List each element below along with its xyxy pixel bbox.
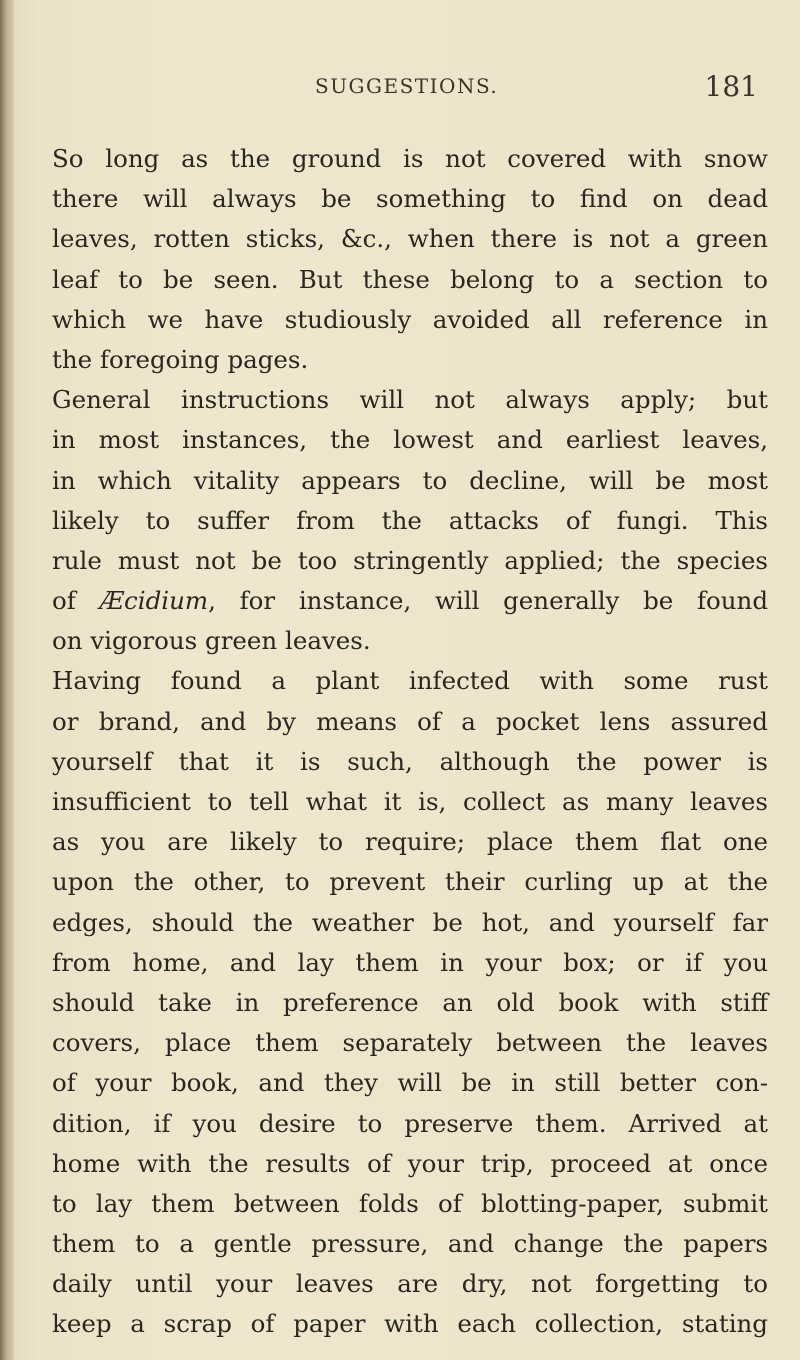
text-line: leaves, rotten sticks, &c., when there is not a green: [52, 224, 768, 254]
text-line: dition, if you desire to preserve them. Arrived at: [52, 1108, 768, 1138]
text-line: in which vitality appears to decline, will be most: [52, 465, 768, 495]
text-line-aecidium: of Æcidium, for instance, will generally be found: [52, 586, 769, 616]
text-line: there will always be something to find on dead: [52, 184, 768, 214]
text-line: of your book, and they will be in still better con-: [52, 1068, 768, 1098]
text-line: leaf to be seen. But these belong to a section to: [52, 264, 768, 294]
body-text: [52, 139, 768, 1345]
text-line: upon the other, to prevent their curling up at the: [52, 867, 768, 897]
text-line: the foregoing pages.: [52, 344, 309, 374]
text-line: which we have studiously avoided all reference in: [52, 304, 768, 334]
text-line: keep a scrap of paper with each collection, stating: [52, 1309, 768, 1339]
text-line: as you are likely to require; place them flat one: [52, 827, 768, 857]
text-line: covers, place them separately between the leaves: [52, 1028, 768, 1058]
text-line: rule must not be too stringently applied; the species: [52, 545, 768, 575]
paragraph-start-line: Having found a plant infected with some rust: [52, 666, 768, 696]
running-head: SUGGESTIONS.: [315, 74, 499, 98]
text-line: yourself that it is such, although the power is: [52, 746, 768, 776]
text-line: likely to suffer from the attacks of fungi. This: [52, 505, 768, 535]
text-line: them to a gentle pressure, and change the papers: [52, 1229, 768, 1259]
text-line: insufficient to tell what it is, collect as many leaves: [52, 787, 768, 816]
paragraph-start-line: General instructions will not always apply; but: [52, 385, 768, 415]
text-line: on vigorous green leaves.: [52, 626, 371, 656]
text-line: home with the results of your trip, proceed at once: [52, 1148, 768, 1178]
page-number: 181: [704, 70, 758, 103]
text-line: daily until your leaves are dry, not forgetting to: [52, 1269, 768, 1299]
page-gutter-edge: [0, 0, 14, 1360]
text-line: from home, and lay them in your box; or if you: [52, 947, 768, 977]
text-line: to lay them between folds of blotting-paper, submit: [52, 1188, 768, 1218]
text-line: should take in preference an old book with stiff: [52, 987, 768, 1017]
text-line: or brand, and by means of a pocket lens assured: [52, 706, 768, 736]
text-line: edges, should the weather be hot, and yourself far: [52, 907, 768, 937]
text-line: So long as the ground is not covered with snow: [52, 144, 768, 173]
text-line: in most instances, the lowest and earliest leaves,: [52, 425, 768, 455]
genus-name: Æcidium: [99, 586, 209, 616]
page-header: [60, 70, 760, 114]
